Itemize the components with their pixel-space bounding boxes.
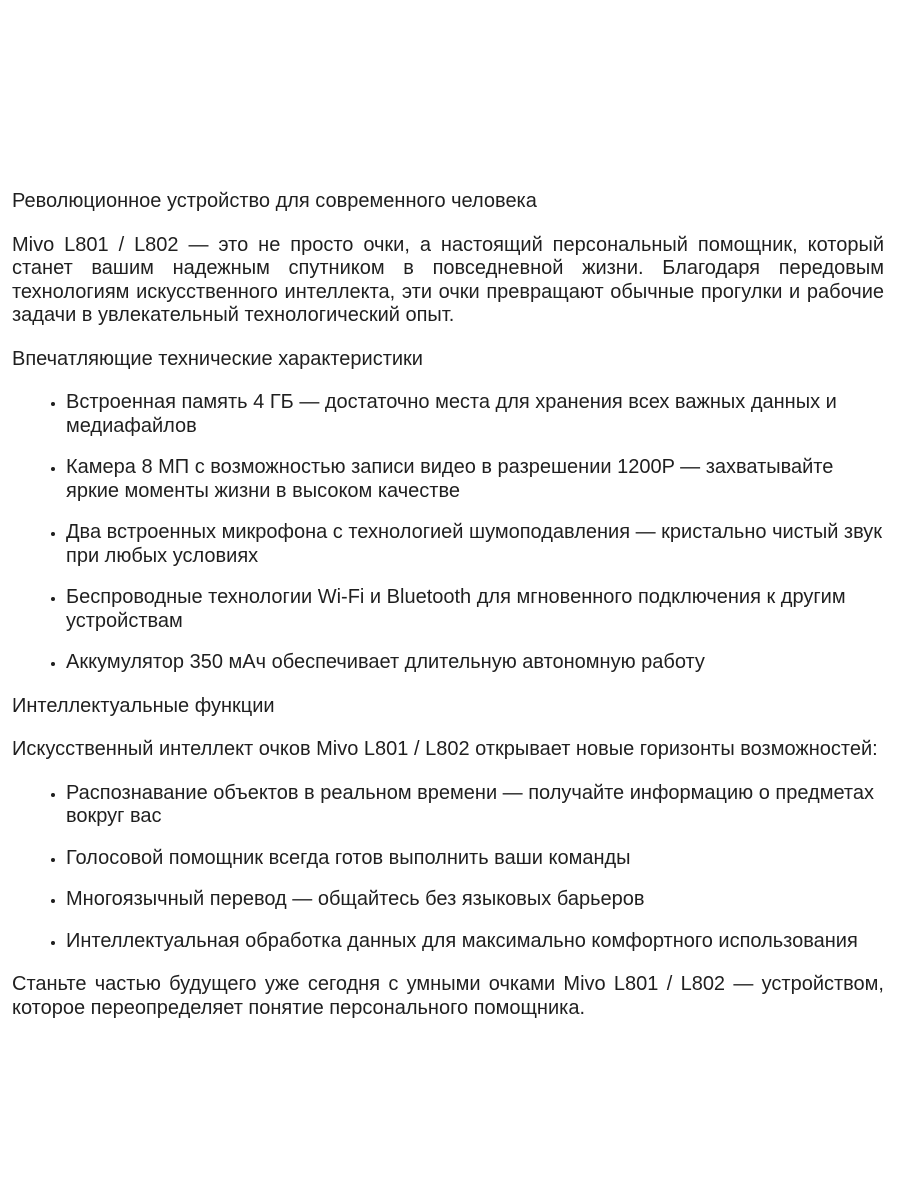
spec-item-camera: • Камера 8 МП с возможностью записи видео в разрешении 1200P — захватывайте яркие моменты жизни в высоком качестве xyxy=(66,456,884,503)
ai-bullet-list xyxy=(12,782,884,954)
ai-item-object-recognition: • Распознавание объектов в реальном времени — получайте информацию о предметах вокруг вас xyxy=(66,782,884,829)
ai-item-translation: • Многоязычный перевод — общайтесь без языковых барьеров xyxy=(66,888,884,912)
spec-item-microphones: • Два встроенных микрофона с технологией шумоподавления — кристально чистый звук при любых условиях xyxy=(66,521,884,568)
spec-item-battery: • Аккумулятор 350 мАч обеспечивает длительную автономную работу xyxy=(66,651,884,675)
specs-heading: Впечатляющие технические характеристики xyxy=(12,347,423,370)
intro-paragraph: Mivo L801 / L802 — это не просто очки, а настоящий персональный помощник, который станет вашим надежным спутником в повседневной жизни. Благодаря передовым технологиям искусственного интеллекта, эти очки превращают обычные прогулки и рабочие задачи в увлекательный технологический опыт. xyxy=(12,233,884,326)
ai-heading: Интеллектуальные функции xyxy=(12,694,275,717)
ai-intro-paragraph: Искусственный интеллект очков Mivo L801 / L802 открывает новые горизонты возможностей: xyxy=(12,738,878,760)
intro-heading: Революционное устройство для современного человека xyxy=(12,190,537,212)
specs-bullet-list xyxy=(12,391,884,675)
ai-item-data-processing: • Интеллектуальная обработка данных для максимально комфортного использования xyxy=(66,930,884,954)
spec-item-wireless: • Беспроводные технологии Wi-Fi и Bluetooth для мгновенного подключения к другим устройствам xyxy=(66,586,884,633)
spec-item-memory: • Встроенная память 4 ГБ — достаточно места для хранения всех важных данных и медиафайлов xyxy=(66,391,884,438)
closing-paragraph: Станьте частью будущего уже сегодня с умными очками Mivo L801 / L802 — устройством, которое переопределяет понятие персонального помощника. xyxy=(12,973,884,1019)
ai-item-voice-assistant: • Голосовой помощник всегда готов выполнить ваши команды xyxy=(66,847,884,871)
